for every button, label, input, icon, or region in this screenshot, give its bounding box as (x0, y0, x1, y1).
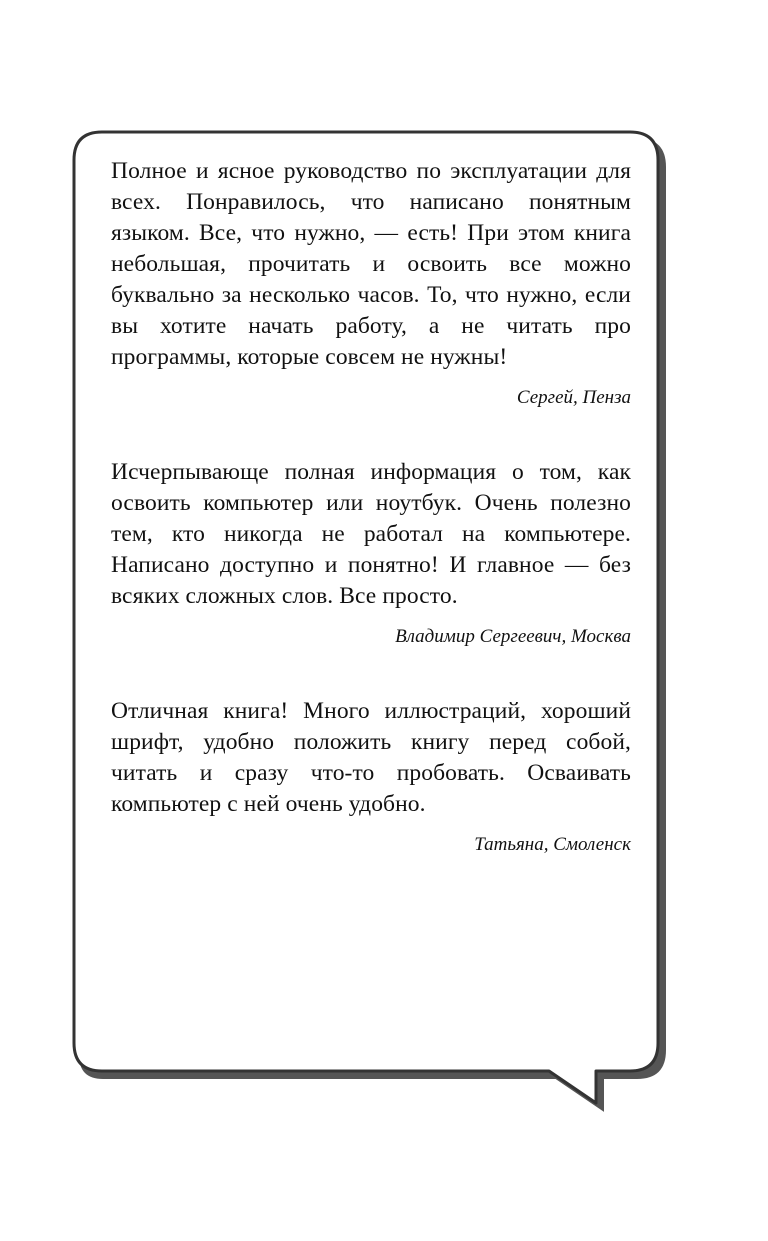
review-item (111, 457, 631, 649)
review-text: Отличная книга! Много иллюстраций, хороший шрифт, удобно положить книгу перед собой, читать и сразу что-то пробовать. Осваивать компьютер с ней очень удобно. (111, 698, 631, 817)
review-item (111, 156, 631, 410)
review-author: Сергей, Пенза (516, 387, 631, 408)
review-author: Владимир Сергеевич, Москва (395, 626, 631, 647)
review-item (111, 696, 631, 857)
review-text: Полное и ясное руководство по эксплуатации для всех. Понравилось, что написано понятным языком. Все, что нужно, — есть! При этом книга небольшая, прочитать и освоить все можно буквально за несколько часов. То, что нужно, если вы хотите начать работу, а не читать про программы, которые совсем не нужны! (111, 158, 631, 370)
reviews-list (111, 156, 631, 857)
review-author: Татьяна, Смоленск (474, 834, 631, 855)
review-text: Исчерпывающе полная информация о том, как освоить компьютер или ноутбук. Очень полезно тем, кто никогда не работал на компьютере. Написано доступно и понятно! И главное — без всяких сложных слов. Все просто. (111, 459, 631, 609)
